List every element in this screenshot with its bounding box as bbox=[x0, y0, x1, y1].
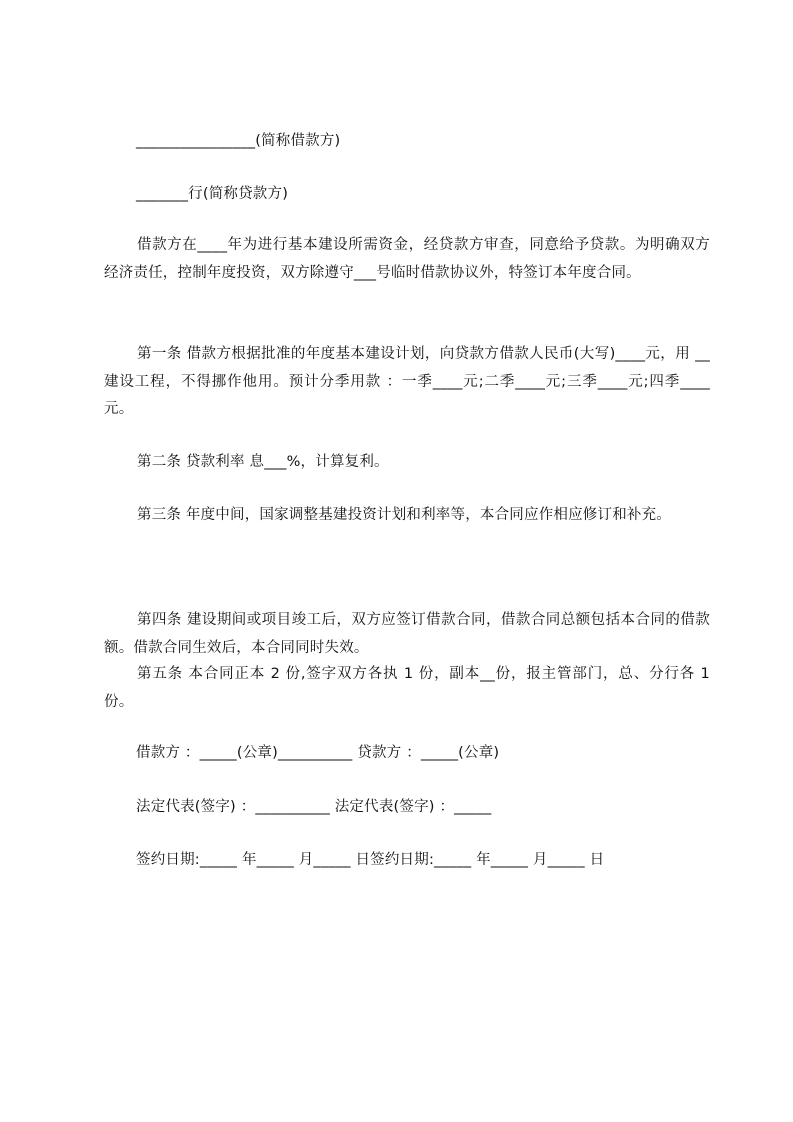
lender-party-line: _______行(简称贷款方) bbox=[136, 186, 289, 202]
borrower-party-line: ________________(简称借款方) bbox=[136, 133, 341, 149]
article-4: 第四条 建设期间或项目竣工后，双方应签订借款合同，借款合同总额包括本合同的借款额。借款合同生效后，本合同同时失效。 bbox=[104, 612, 710, 656]
article-2: 第二条 贷款利率 息___%，计算复利。 bbox=[137, 454, 389, 470]
preamble-paragraph: 借款方在____年为进行基本建设所需资金，经贷款方审查，同意给予贷款。为明确双方经济责任，控制年度投资，双方除遵守___号临时借款协议外，特签订本年度合同。 bbox=[104, 237, 710, 281]
article-3: 第三条 年度中间，国家调整基建投资计划和利率等，本合同应作相应修订和补充。 bbox=[137, 507, 672, 523]
signature-representatives-line: 法定代表(签字) ：__________ 法定代表(签字) ：_____ bbox=[136, 799, 492, 815]
article-1: 第一条 借款方根据批准的年度基本建设计划，向贷款方借款人民币(大写)____元，用 __建设工程，不得挪作他用。预计分季用款 ：一季____元;二季____元;三季____元;四季____元。 bbox=[104, 346, 710, 417]
signature-seals-line: 借款方 ：_____(公章)__________ 贷款方 ：_____(公章) bbox=[136, 745, 500, 761]
signature-dates-line: 签约日期:_____ 年_____ 月_____ 日签约日期:_____ 年_____ 月_____ 日 bbox=[136, 852, 605, 868]
article-5: 第五条 本合同正本 2 份,签字双方各执 1 份，副本__份，报主管部门，总、分行各 1 份。 bbox=[104, 666, 710, 710]
